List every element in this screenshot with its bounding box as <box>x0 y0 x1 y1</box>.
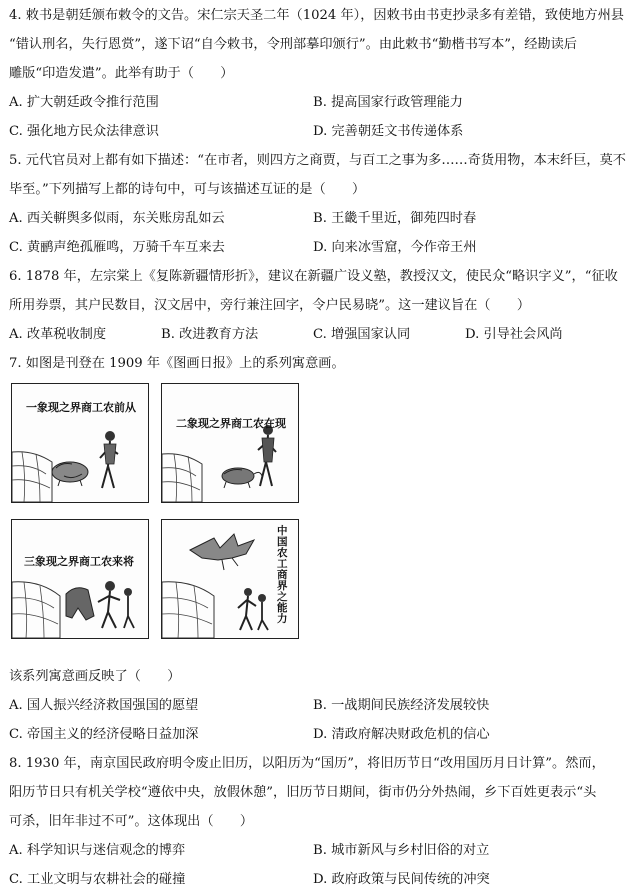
option-c[interactable]: C. 强化地方民众法律意识 <box>9 124 159 139</box>
option-a[interactable]: A. 西关輧舆多似雨，东关账房乱如云 <box>9 211 225 226</box>
question-8-line: 可杀，旧年非过不可”。这体现出（ ） <box>9 814 254 829</box>
question-8-options-row <box>9 865 631 894</box>
question-6-line: 所用券票，其户民数目，汉文居中，旁行兼注回字，令户民易晓”。这一建议旨在（ ） <box>9 298 531 313</box>
question-7-intro: 7. 如图是刊登在 1909 年《图画日报》上的系列寓意画。 <box>9 356 345 371</box>
question-8-options-row <box>9 836 631 865</box>
option-b[interactable]: B. 一战期间民族经济发展较快 <box>313 698 490 713</box>
option-c[interactable]: C. 工业文明与农耕社会的碰撞 <box>9 872 186 887</box>
question-6-line: 6. 1878 年，左宗棠上《复陈新疆情形折》，建议在新疆广设义塾，教授汉文，使民众“略识字义”，“征收 <box>9 269 618 284</box>
allegory-panel-4 <box>161 519 299 639</box>
panel-3-caption: 三象现之界商工农来将 <box>24 555 134 568</box>
question-7 <box>9 349 631 749</box>
question-8-line: 阳历节日只有机关学校“遵依中央，放假休憩”，旧历节日期间，街市仍分外热闹，乡下百姓更表示“头 <box>9 785 597 800</box>
question-4-line: 雕版“印造发遣”。此举有助于（ ） <box>9 66 234 81</box>
option-d[interactable]: D. 向来冰雪窟，今作帝王州 <box>313 240 477 255</box>
option-c[interactable]: C. 黄鹂声绝孤雁鸣，万骑千车互来去 <box>9 240 225 255</box>
option-a[interactable]: A. 国人振兴经济救国强国的愿望 <box>9 698 199 713</box>
question-5 <box>9 146 631 262</box>
panel-4-caption: 中国农工商界之能力 <box>277 525 288 625</box>
allegory-panel-2 <box>161 383 299 503</box>
option-b[interactable]: B. 改进教育方法 <box>161 327 259 342</box>
question-4 <box>9 1 631 146</box>
allegory-panel-3 <box>11 519 149 639</box>
question-4-line: 4. 敕书是朝廷颁布敕令的文告。宋仁宗天圣二年（1024 年），因敕书由书吏抄录多有差错，致使地方州县 <box>9 8 624 23</box>
panel-2-drawing <box>162 384 298 502</box>
question-6 <box>9 262 631 349</box>
question-4-options-row <box>9 88 631 117</box>
option-d[interactable]: D. 清政府解决财政危机的信心 <box>313 727 490 742</box>
question-4-options-row <box>9 117 631 146</box>
panel-2-caption: 二象现之界商工农在现 <box>176 417 286 430</box>
allegory-figure <box>9 378 631 662</box>
question-7-options-row <box>9 720 631 749</box>
question-5-options-row <box>9 233 631 262</box>
option-c[interactable]: C. 增强国家认同 <box>313 327 411 342</box>
option-d[interactable]: D. 引导社会风尚 <box>465 327 563 342</box>
panel-3-drawing <box>12 520 148 638</box>
option-a[interactable]: A. 改革税收制度 <box>9 327 107 342</box>
option-c[interactable]: C. 帝国主义的经济侵略日益加深 <box>9 727 199 742</box>
exam-page <box>9 1 631 894</box>
question-8 <box>9 749 631 894</box>
option-a[interactable]: A. 扩大朝廷政令推行范围 <box>9 95 159 110</box>
option-b[interactable]: B. 城市新风与乡村旧俗的对立 <box>313 843 490 858</box>
option-b[interactable]: B. 王畿千里近，御苑四时春 <box>313 211 477 226</box>
question-5-options-row <box>9 204 631 233</box>
question-7-prompt: 该系列寓意画反映了（ ） <box>9 669 181 684</box>
allegory-panel-1 <box>11 383 149 503</box>
question-6-options-row <box>9 320 631 349</box>
question-5-line: 毕至。”下列描写上都的诗句中，可与该描述互证的是（ ） <box>9 182 366 197</box>
option-d[interactable]: D. 完善朝廷文书传递体系 <box>313 124 464 139</box>
option-d[interactable]: D. 政府政策与民间传统的冲突 <box>313 872 490 887</box>
question-4-line: “错认刑名，失行恩赏”，遂下诏“自今敕书，令刑部摹印颁行”。由此敕书“勤楷书写本”，经勘读后 <box>9 37 577 52</box>
question-8-line: 8. 1930 年，南京国民政府明令废止旧历，以阳历为“国历”，将旧历节日“改用国历月日计算”。然而， <box>9 756 605 771</box>
panel-1-caption: 一象现之界商工农前从 <box>26 401 136 414</box>
option-a[interactable]: A. 科学知识与迷信观念的博弈 <box>9 843 186 858</box>
question-5-line: 5. 元代官员对上都有如下描述：“在市者，则四方之商贾，与百工之事为多……奇货用物，本末纤巨，莫不 <box>9 153 626 168</box>
option-b[interactable]: B. 提高国家行政管理能力 <box>313 95 463 110</box>
question-7-options-row <box>9 691 631 720</box>
